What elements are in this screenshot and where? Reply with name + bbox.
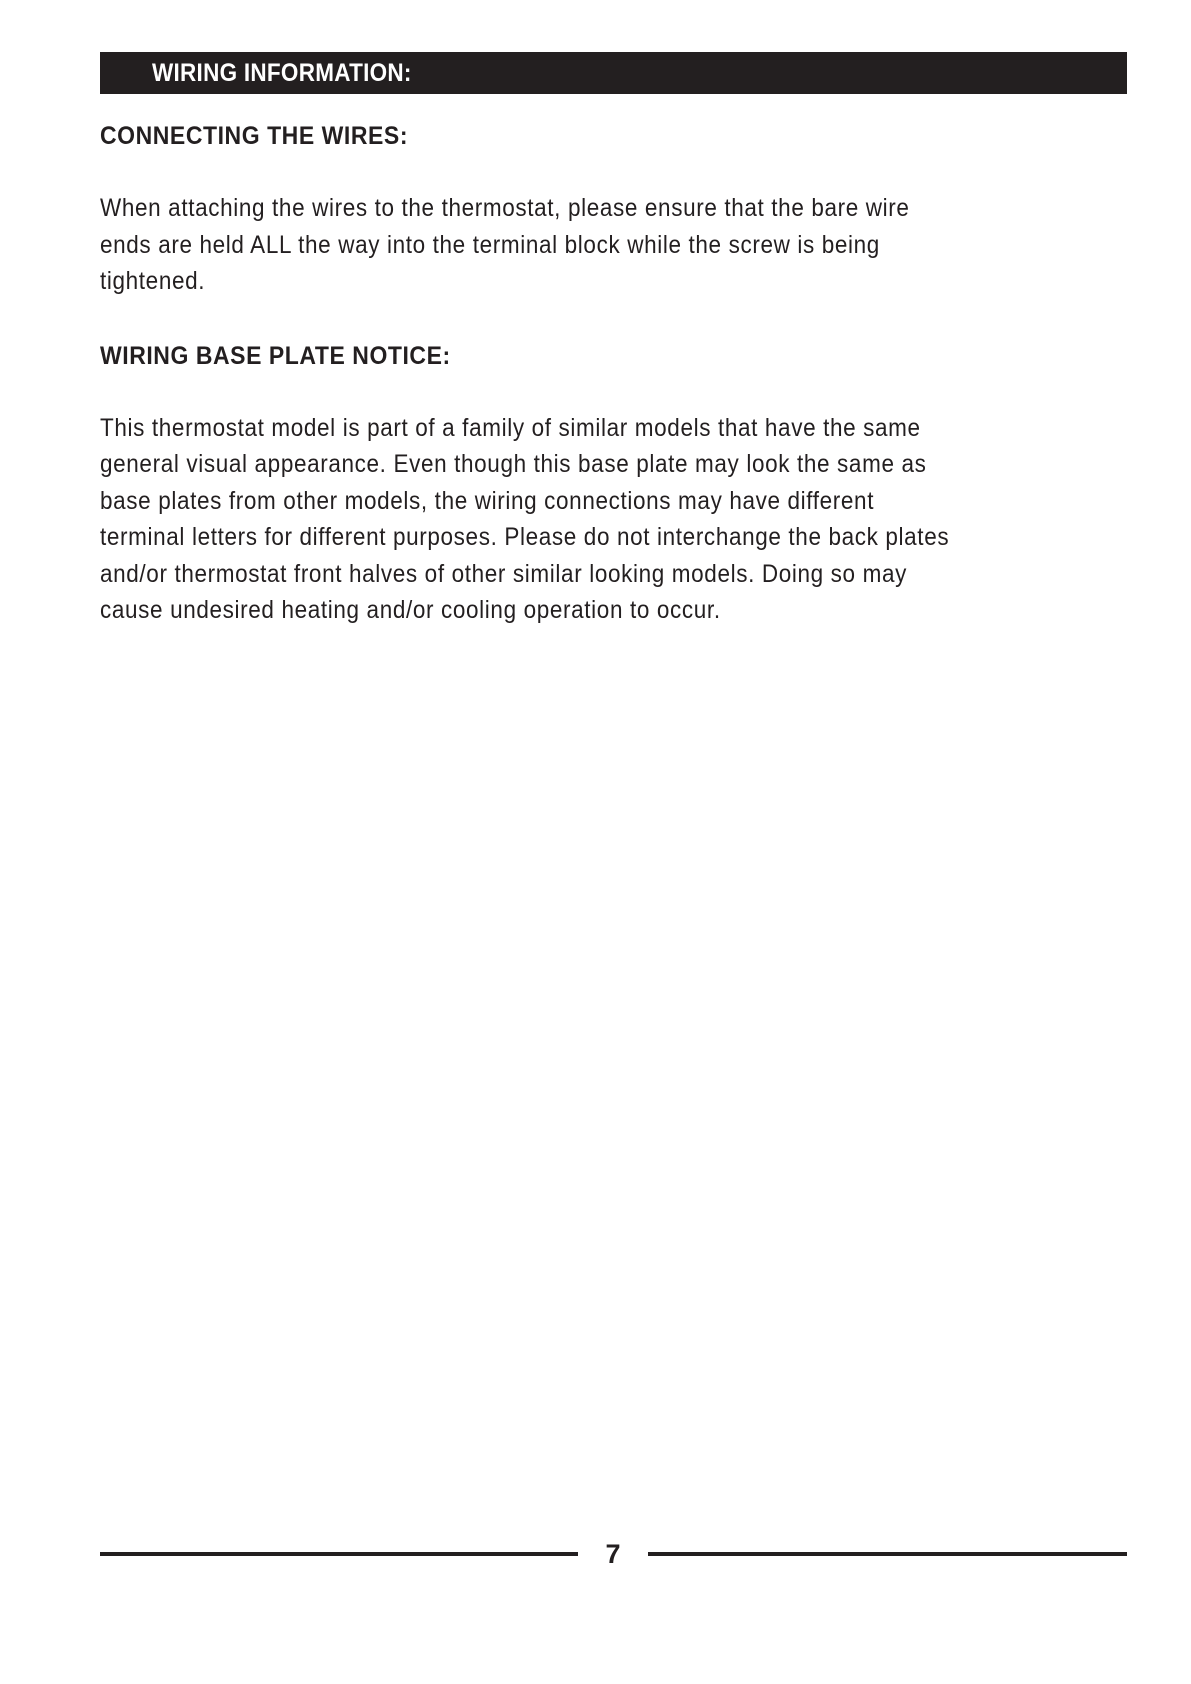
footer-rule-right	[648, 1552, 1127, 1556]
paragraph-line: cause undesired heating and/or cooling operation to occur.	[100, 596, 721, 624]
paragraph-line: general visual appearance. Even though this base plate may look the same as	[100, 450, 927, 478]
section-header-bar	[100, 52, 1127, 94]
paragraph-line: This thermostat model is part of a family of similar models that have the same	[100, 413, 921, 442]
paragraph-line: and/or thermostat front halves of other similar looking models. Doing so may	[100, 559, 907, 588]
paragraph-line: base plates from other models, the wiring connections may have different	[100, 486, 875, 515]
page-footer	[100, 1534, 1127, 1574]
paragraph-line: tightened.	[100, 267, 206, 295]
base-plate-notice-heading: WIRING BASE PLATE NOTICE:	[100, 341, 451, 370]
paragraph-line: When attaching the wires to the thermostat, please ensure that the bare wire	[100, 194, 910, 222]
page-number: 7	[605, 1539, 621, 1569]
page-title: WIRING INFORMATION:	[152, 58, 412, 87]
paragraph-line: terminal letters for different purposes. Please do not interchange the back plates	[100, 523, 950, 551]
connecting-wires-paragraph	[100, 190, 1126, 300]
paragraph-line: ends are held ALL the way into the terminal block while the screw is being	[100, 230, 880, 259]
footer-rule-left	[100, 1552, 578, 1556]
page-content	[100, 118, 1127, 629]
base-plate-notice-paragraph	[100, 410, 1126, 629]
connecting-wires-heading: CONNECTING THE WIRES:	[100, 122, 409, 150]
